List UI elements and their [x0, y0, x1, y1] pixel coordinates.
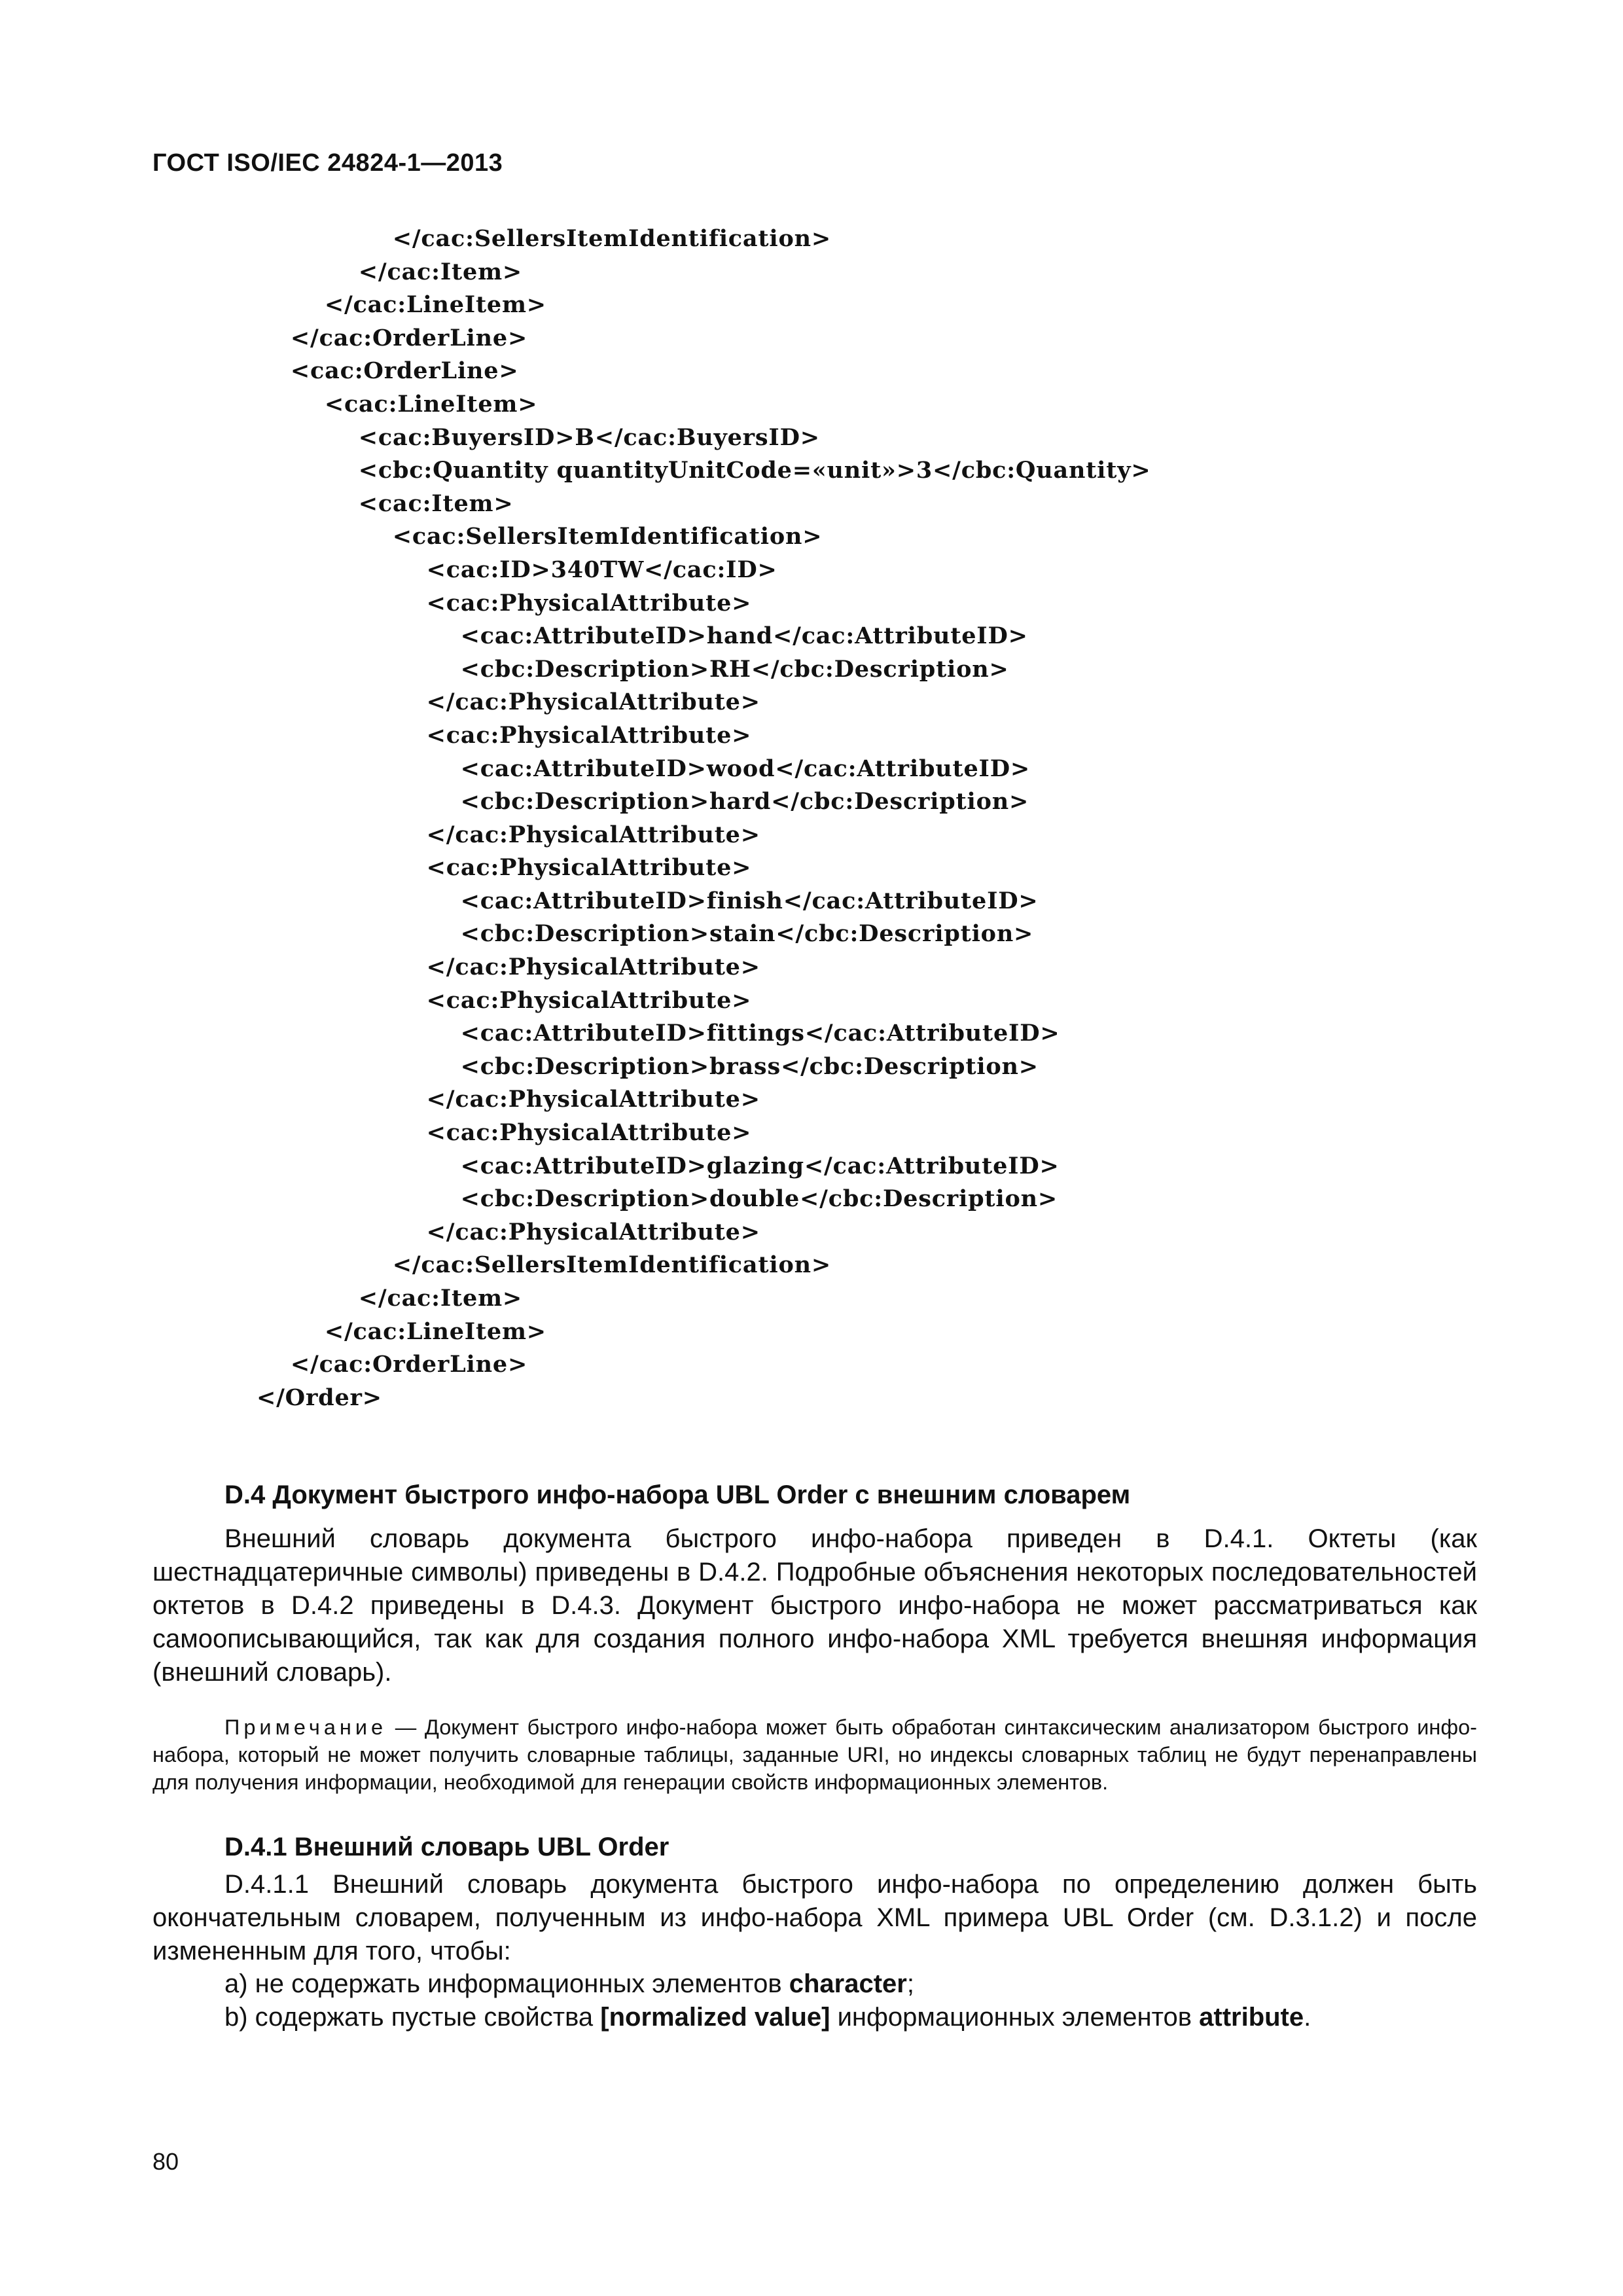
code-line: <cac:PhysicalAttribute> [223, 854, 752, 882]
requirements-list [152, 1967, 1477, 2034]
code-line: <cac:AttributeID>hand</cac:AttributeID> [223, 622, 1028, 650]
subsection-heading: D.4.1 Внешний словарь UBL Order [224, 1833, 669, 1861]
page-number: 80 [152, 2148, 179, 2175]
xml-code-listing [223, 223, 1151, 1414]
note-text: — Документ быстрого инфо-набора может быть обработан синтаксическим анализатором быстрого инфо-набора, который не может получить словарные таблицы, заданные URI, но индексы словарных таблиц не будут перенаправлены для получения информации, необходимой для генерации свойств информационных элементов. [152, 1715, 1477, 1794]
note-paragraph [152, 1713, 1477, 1796]
code-line: </Order> [223, 1384, 382, 1411]
code-line: <cac:PhysicalAttribute> [223, 721, 752, 749]
term-normalized-value: [normalized value] [600, 2003, 830, 2032]
code-line: <cac:SellersItemIdentification> [223, 523, 823, 550]
code-line: </cac:PhysicalAttribute> [223, 821, 760, 848]
code-line: <cac:AttributeID>finish</cac:AttributeID> [223, 887, 1039, 914]
page-header: ГОСТ ISO/IEC 24824-1—2013 [152, 149, 503, 177]
code-line: <cac:LineItem> [223, 390, 538, 418]
code-line: <cbc:Description>RH</cbc:Description> [223, 655, 1009, 683]
code-line: <cac:AttributeID>fittings</cac:AttributeID> [223, 1020, 1060, 1047]
code-line: </cac:Item> [223, 258, 523, 285]
code-line: <cac:AttributeID>wood</cac:AttributeID> [223, 755, 1030, 782]
code-line: </cac:PhysicalAttribute> [223, 954, 760, 981]
code-line: </cac:PhysicalAttribute> [223, 689, 760, 716]
code-line: <cac:OrderLine> [223, 357, 519, 385]
code-line: </cac:PhysicalAttribute> [223, 1086, 760, 1113]
code-line: </cac:LineItem> [223, 1318, 546, 1345]
code-line: <cbc:Description>double</cbc:Description> [223, 1185, 1058, 1213]
section-paragraph: Внешний словарь документа быстрого инфо-набора приведен в D.4.1. Октеты (как шестнадцатеричные символы) приведены в D.4.2. Подробные объяснения некоторых последовательностей октетов в D.4.2 приведены в D.4.3. Документ быстрого инфо-набора не может рассматриваться как самоописывающийся, так как для создания полного инфо-набора XML требуется внешняя информация (внешний словарь). [152, 1524, 1477, 1687]
code-line: </cac:LineItem> [223, 291, 546, 319]
code-line: <cbc:Description>stain</cbc:Description> [223, 920, 1034, 948]
code-line: <cac:PhysicalAttribute> [223, 589, 752, 617]
subsection-paragraph: D.4.1.1 Внешний словарь документа быстрого инфо-набора по определению должен быть окончательным словарем, полученным из инфо-набора XML примера UBL Order (см. D.3.1.2) и после измененным для того, чтобы: [152, 1870, 1477, 1965]
section-heading: D.4 Документ быстрого инфо-набора UBL Order с внешним словарем [224, 1480, 1131, 1509]
code-line: <cbc:Description>brass</cbc:Description> [223, 1052, 1039, 1080]
code-line: <cbc:Description>hard</cbc:Description> [223, 788, 1029, 816]
code-line: <cac:PhysicalAttribute> [223, 1119, 752, 1147]
term-attribute: attribute [1199, 2003, 1304, 2032]
code-line: <cac:ID>340TW</cac:ID> [223, 556, 777, 583]
term-character: character [789, 1969, 907, 1998]
list-item: a) не содержать информационных элементов character; [224, 1969, 914, 1998]
code-line: <cac:BuyersID>B</cac:BuyersID> [223, 423, 820, 451]
code-line: </cac:SellersItemIdentification> [223, 225, 831, 252]
code-line: <cac:Item> [223, 490, 514, 517]
note-label: Примечание [224, 1715, 387, 1739]
list-item: b) содержать пустые свойства [normalized value] информационных элементов attribute. [224, 2003, 1311, 2032]
code-line: <cac:AttributeID>glazing</cac:AttributeID> [223, 1152, 1060, 1179]
code-line: </cac:Item> [223, 1285, 523, 1312]
code-line: </cac:OrderLine> [223, 324, 528, 351]
code-line: </cac:SellersItemIdentification> [223, 1251, 831, 1279]
code-line: </cac:OrderLine> [223, 1351, 528, 1378]
code-line: <cbc:Quantity quantityUnitCode=«unit»>3</cbc:Quantity> [223, 457, 1151, 484]
code-line: </cac:PhysicalAttribute> [223, 1218, 760, 1246]
code-line: <cac:PhysicalAttribute> [223, 986, 752, 1014]
